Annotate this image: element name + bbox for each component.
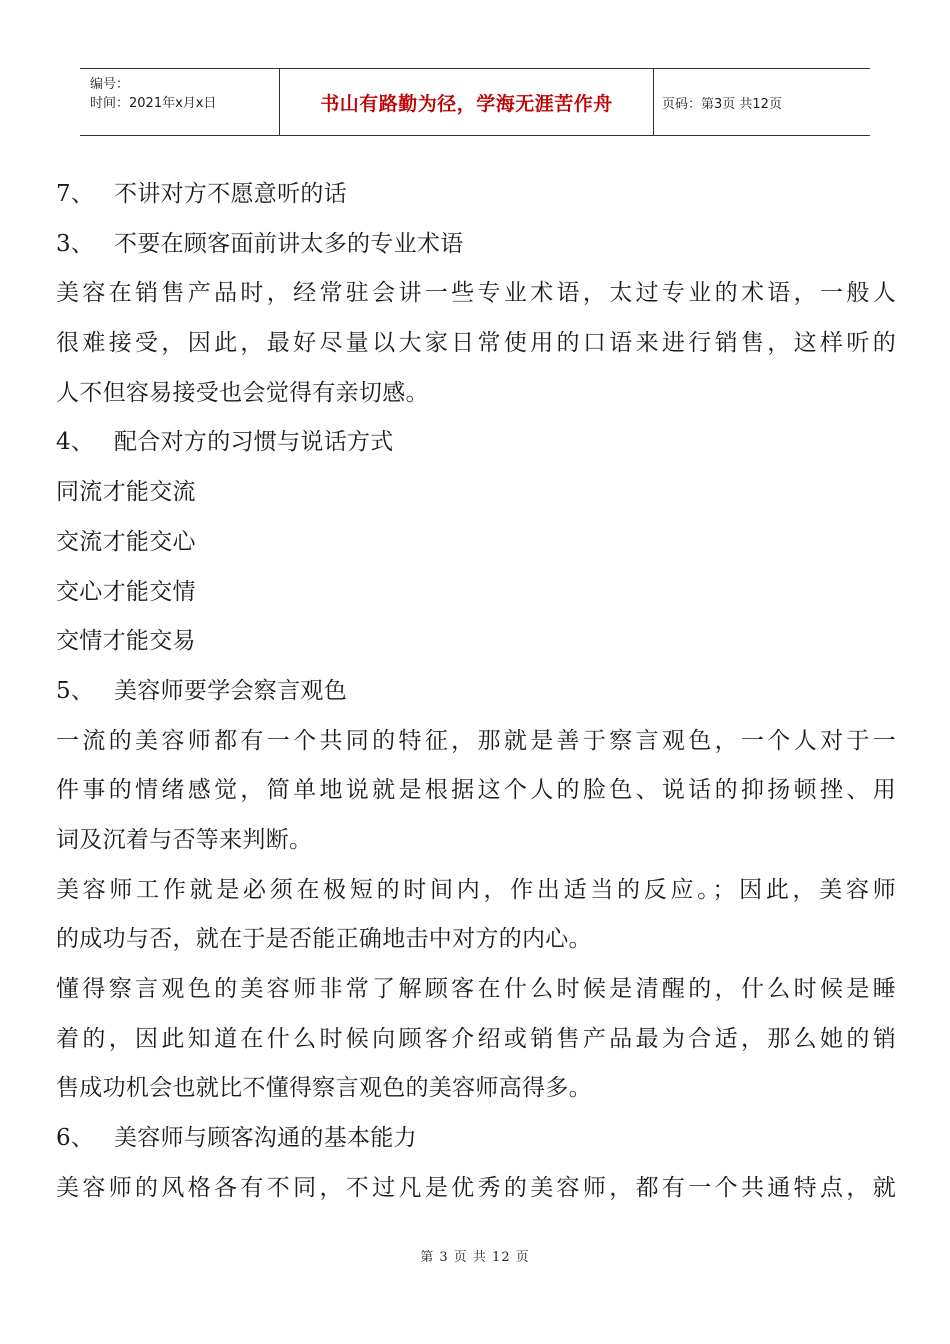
heading-number: 4、 [56, 429, 95, 456]
paragraph-line: 美容师工作就是必须在极短的时间内，作出适当的反应。；因此，美容师 [56, 876, 896, 903]
paragraph-line: 美容在销售产品时，经常驻会讲一些专业术语，太过专业的术语，一般人 [56, 280, 896, 307]
paragraph-line: 词及沉着与否等来判断。 [56, 826, 313, 853]
saying-line: 交心才能交情 [56, 578, 196, 605]
heading-text: 美容师与顾客沟通的基本能力 [114, 1125, 417, 1152]
heading-text: 配合对方的习惯与说话方式 [114, 429, 394, 456]
paragraph-line: 美容师的风格各有不同，不过凡是优秀的美容师，都有一个共通特点，就 [56, 1174, 896, 1201]
page-header [80, 68, 870, 136]
paragraph-line: 件事的情绪感觉，简单地说就是根据这个人的脸色、说话的抑扬顿挫、用 [56, 777, 896, 804]
saying-line: 交流才能交心 [56, 528, 196, 555]
section-heading-5 [56, 667, 896, 717]
section-heading-7 [56, 170, 896, 220]
heading-text: 美容师要学会察言观色 [114, 677, 347, 704]
heading-number: 7、 [56, 181, 95, 207]
header-page-info: 页码：第3页 共12页 [662, 96, 782, 112]
header-meta [80, 69, 280, 135]
header-motto: 书山有路勤为径，学海无涯苦作舟 [280, 69, 654, 135]
heading-number: 3、 [56, 230, 95, 257]
paragraph-line: 很难接受，因此，最好尽量以大家日常使用的口语来进行销售，这样听的 [56, 330, 896, 357]
paragraph-line: 一流的美容师都有一个共同的特征，那就是善于察言观色，一个人对于一 [56, 727, 896, 754]
serial-number-label: 编号： [90, 77, 130, 92]
heading-text: 不讲对方不愿意听的话 [114, 181, 347, 207]
heading-text: 不要在顾客面前讲太多的专业术语 [114, 230, 464, 257]
heading-number: 6、 [56, 1125, 95, 1152]
saying-line: 同流才能交流 [56, 479, 196, 506]
date-label: 时间：2021年x月x日 [90, 96, 217, 111]
heading-number: 5、 [56, 677, 95, 704]
paragraph-line: 人不但容易接受也会觉得有亲切感。 [56, 379, 429, 406]
section-heading-4 [56, 418, 896, 468]
paragraph-line: 的成功与否，就在于是否能正确地击中对方的内心。 [56, 926, 592, 953]
document-body [56, 170, 896, 1213]
paragraph-line: 着的，因此知道在什么时候向顾客介绍或销售产品最为合适，那么她的销 [56, 1025, 896, 1052]
paragraph-line: 售成功机会也就比不懂得察言观色的美容师高得多。 [56, 1075, 592, 1102]
section-heading-3 [56, 220, 896, 270]
page-footer: 第 3 页 共 12 页 [420, 1250, 530, 1265]
saying-line: 交情才能交易 [56, 628, 196, 655]
paragraph-line: 懂得察言观色的美容师非常了解顾客在什么时候是清醒的，什么时候是睡 [56, 976, 896, 1002]
section-heading-6 [56, 1114, 896, 1164]
